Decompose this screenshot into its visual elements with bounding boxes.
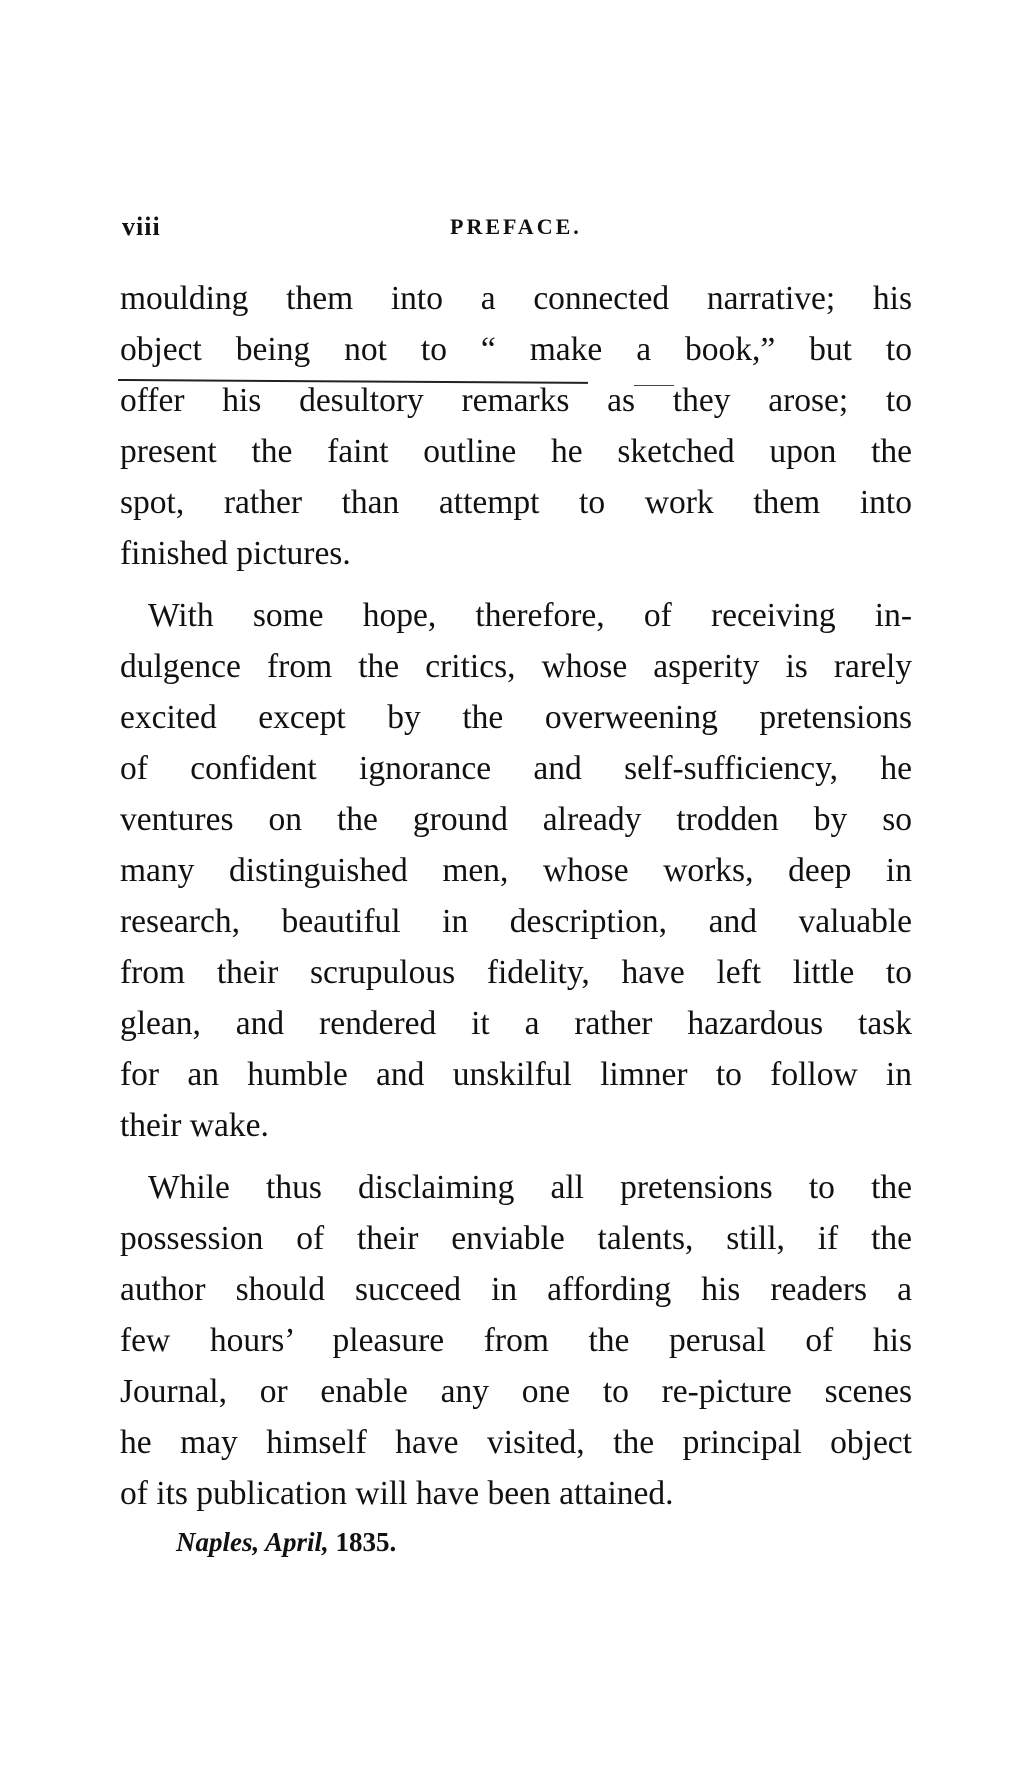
- text-line: of confident ignorance and self-sufficiency, he: [120, 750, 912, 787]
- text-line: moulding them into a connected narrative; his: [120, 280, 912, 317]
- signature-line: [176, 1527, 396, 1558]
- running-head: [120, 212, 910, 252]
- text-line: ventures on the ground already trodden by so: [120, 801, 912, 838]
- text-line: for an humble and unskilful limner to follow in: [120, 1056, 912, 1093]
- text-line: possession of their enviable talents, still, if the: [120, 1220, 912, 1257]
- signature-place-date: Naples, April,: [176, 1527, 329, 1557]
- text-line: many distinguished men, whose works, deep in: [120, 852, 912, 889]
- text-line: research, beautiful in description, and valuable: [120, 903, 912, 940]
- paragraph-2: [120, 590, 912, 1151]
- preface-body: [120, 273, 912, 1519]
- text-line: their wake.: [120, 1107, 269, 1144]
- text-line: glean, and rendered it a rather hazardous task: [120, 1005, 912, 1042]
- text-line: offer his desultory remarks as they arose; to: [120, 382, 912, 419]
- text-line: of its publication will have been attained.: [120, 1475, 674, 1512]
- text-line: spot, rather than attempt to work them into: [120, 484, 912, 521]
- text-line: few hours’ pleasure from the perusal of his: [120, 1322, 912, 1359]
- text-line: author should succeed in affording his readers a: [120, 1271, 912, 1308]
- running-title: PREFACE.: [450, 214, 582, 239]
- text-line: present the faint outline he sketched upon the: [120, 433, 912, 470]
- paragraph-1: [120, 273, 912, 579]
- paragraph-gap: [120, 579, 912, 590]
- paragraph-3: [120, 1162, 912, 1519]
- text-line: from their scrupulous fidelity, have left little to: [120, 954, 912, 991]
- paragraph-gap: [120, 1151, 912, 1162]
- text-line: dulgence from the critics, whose asperity is rarely: [120, 648, 912, 685]
- page-number: viii: [122, 212, 161, 241]
- signature-year: 1835.: [335, 1527, 397, 1557]
- text-line: he may himself have visited, the principal object: [120, 1424, 912, 1461]
- text-line: With some hope, therefore, of receiving in-: [148, 597, 912, 634]
- text-line: Journal, or enable any one to re-picture scenes: [120, 1373, 912, 1410]
- text-line: object being not to “ make a book,” but to: [120, 331, 912, 368]
- text-line: While thus disclaiming all pretensions to the: [148, 1169, 912, 1206]
- text-line: excited except by the overweening pretensions: [120, 699, 912, 736]
- text-line: finished pictures.: [120, 535, 351, 572]
